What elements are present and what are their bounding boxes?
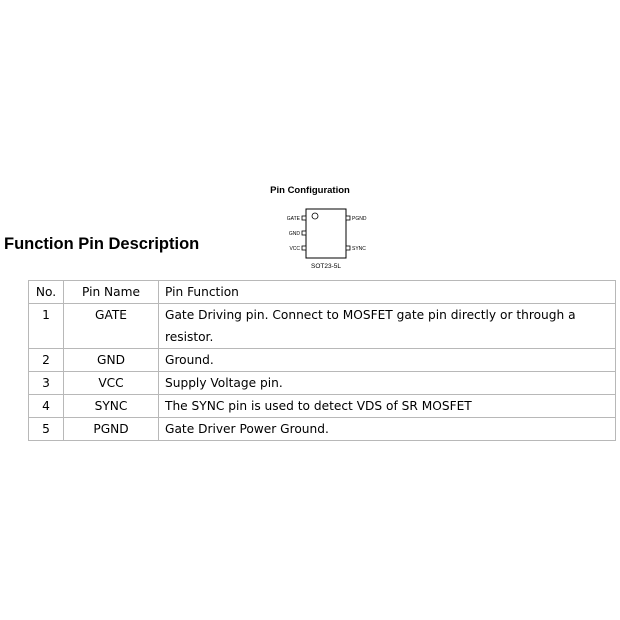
pin-label-vcc: VCC xyxy=(289,246,300,252)
header-pin-name: Pin Name xyxy=(64,281,159,304)
table-row xyxy=(29,304,616,349)
cell-pin-name: GATE xyxy=(64,304,159,349)
package-label: SOT23-5L xyxy=(311,263,341,270)
cell-pin-name: GND xyxy=(64,349,159,372)
pin-label-gnd: GND xyxy=(288,231,300,237)
cell-pin-function: Gate Driving pin. Connect to MOSFET gate pin directly or through a resistor. xyxy=(159,304,616,349)
cell-no: 2 xyxy=(29,349,64,372)
pin-stub-sync xyxy=(346,246,350,250)
cell-pin-function: Supply Voltage pin. xyxy=(159,372,616,395)
pin-label-gate: GATE xyxy=(286,216,300,222)
cell-no: 5 xyxy=(29,418,64,441)
ic-package-diagram xyxy=(270,200,390,272)
table-row xyxy=(29,395,616,418)
pin-configuration-title: Pin Configuration xyxy=(270,185,350,196)
cell-pin-function: The SYNC pin is used to detect VDS of SR MOSFET xyxy=(159,395,616,418)
cell-pin-function: Ground. xyxy=(159,349,616,372)
cell-no: 1 xyxy=(29,304,64,349)
table-row xyxy=(29,418,616,441)
pin-stub-vcc xyxy=(302,246,306,250)
pin-description-table xyxy=(28,280,616,441)
table-row xyxy=(29,349,616,372)
cell-pin-name: PGND xyxy=(64,418,159,441)
cell-no: 3 xyxy=(29,372,64,395)
header-pin-function: Pin Function xyxy=(159,281,616,304)
cell-no: 4 xyxy=(29,395,64,418)
cell-pin-function: Gate Driver Power Ground. xyxy=(159,418,616,441)
cell-pin-name: VCC xyxy=(64,372,159,395)
table-row xyxy=(29,372,616,395)
pin-label-pgnd: PGND xyxy=(352,216,367,222)
cell-pin-name: SYNC xyxy=(64,395,159,418)
header-no: No. xyxy=(29,281,64,304)
pin-stub-gate xyxy=(302,216,306,220)
table-header-row xyxy=(29,281,616,304)
section-heading: Function Pin Description xyxy=(4,235,200,253)
pin-label-sync: SYNC xyxy=(352,246,366,252)
pin-stub-gnd xyxy=(302,231,306,235)
pin-stub-pgnd xyxy=(346,216,350,220)
